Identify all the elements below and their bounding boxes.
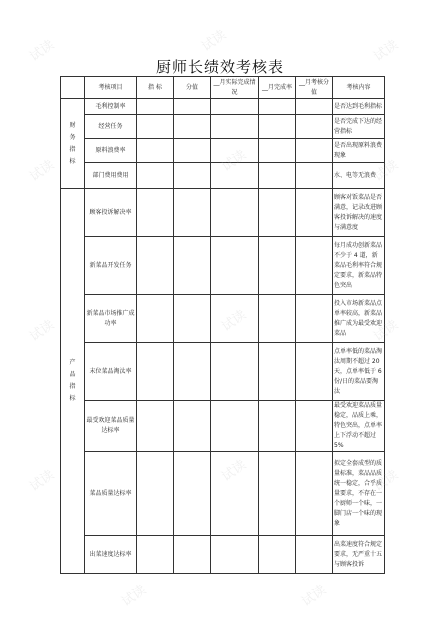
indicator-cell	[137, 401, 174, 452]
watermark: 试读	[27, 157, 58, 185]
indicator-cell	[137, 189, 174, 237]
assessed-cell	[296, 163, 333, 189]
table-row	[61, 452, 385, 536]
header-content: 考核内容	[333, 77, 385, 99]
watermark: 试读	[219, 457, 250, 485]
content-cell: 每月成功创新菜品不少于 4 道，新菜品毛利率符合规定要求，新菜品特色突出	[333, 237, 385, 295]
item-cell: 顾客投诉解决率	[85, 189, 137, 237]
content-cell: 拟定全套成型的质量标准，菜品品质统一稳定，合乎质量要求，不存在一个厨师一个味，一脚门店一个味的现象	[333, 452, 385, 536]
score-cell	[174, 189, 211, 237]
header-blank-cell	[61, 77, 85, 99]
table-row	[61, 343, 385, 401]
assessed-cell	[296, 237, 333, 295]
actual-cell	[211, 401, 259, 452]
actual-cell	[211, 237, 259, 295]
item-cell: 菜品质量达标率	[85, 452, 137, 536]
assessed-cell	[296, 295, 333, 343]
actual-cell	[211, 536, 259, 574]
actual-cell	[211, 139, 259, 163]
watermark: 试读	[219, 147, 250, 175]
indicator-cell	[137, 237, 174, 295]
item-cell: 原料浪费率	[85, 139, 137, 163]
document-title: 厨师长绩效考核表	[155, 58, 284, 76]
indicator-cell	[137, 163, 174, 189]
actual-cell	[211, 189, 259, 237]
assessed-cell	[296, 343, 333, 401]
score-cell	[174, 452, 211, 536]
score-cell	[174, 401, 211, 452]
rate-cell	[259, 452, 296, 536]
item-cell: 末位菜品淘汰率	[85, 343, 137, 401]
score-cell	[174, 343, 211, 401]
content-cell: 点单率低的菜品淘汰周期不超过 20 天，点单率低于 6 份/日的菜品要淘汰	[333, 343, 385, 401]
score-cell	[174, 295, 211, 343]
rate-cell	[259, 115, 296, 139]
watermark: 试读	[119, 582, 150, 610]
rate-cell	[259, 343, 296, 401]
item-cell: 出菜速度达标率	[85, 536, 137, 574]
score-cell	[174, 163, 211, 189]
category-label: 产 品 指 标	[69, 359, 76, 402]
table-row	[61, 237, 385, 295]
assessed-cell	[296, 139, 333, 163]
content-cell: 最受欢迎菜品质量稳定，品质上乘，特色突出，点单率上下浮动不超过 5%	[333, 401, 385, 452]
header-actual: __月实际完成情况	[211, 77, 259, 99]
watermark: 试读	[27, 37, 58, 65]
appraisal-table	[60, 76, 385, 574]
item-cell: 新菜品开发任务	[85, 237, 137, 295]
rate-cell	[259, 536, 296, 574]
rate-cell	[259, 189, 296, 237]
watermark: 试读	[371, 37, 402, 65]
content-cell: 顾客对饭菜品是否满意，记录改进顾客投诉解决的速度与满意度	[333, 189, 385, 237]
rate-cell	[259, 237, 296, 295]
header-score: 分值	[174, 77, 211, 99]
indicator-cell	[137, 452, 174, 536]
indicator-cell	[137, 536, 174, 574]
score-cell	[174, 115, 211, 139]
content-cell: 是否完成下达的经营指标	[333, 115, 385, 139]
watermark: 试读	[299, 582, 330, 610]
assessed-cell	[296, 536, 333, 574]
indicator-cell	[137, 139, 174, 163]
header-indicator: 指 标	[137, 77, 174, 99]
header-item: 考核项目	[85, 77, 137, 99]
score-cell	[174, 139, 211, 163]
header-rate: __月完成率	[259, 77, 296, 99]
actual-cell	[211, 343, 259, 401]
item-cell: 毛利控制率	[85, 99, 137, 115]
header-assessed-score: __月考核分值	[296, 77, 333, 99]
item-cell: 最受欢迎菜品质量达标率	[85, 401, 137, 452]
item-cell: 经营任务	[85, 115, 137, 139]
indicator-cell	[137, 99, 174, 115]
actual-cell	[211, 115, 259, 139]
rate-cell	[259, 401, 296, 452]
content-cell: 投入市场新菜品点单率较高，新菜品推广成为最受欢迎菜品	[333, 295, 385, 343]
watermark: 试读	[199, 27, 230, 55]
content-cell: 是否出现原料浪费现象	[333, 139, 385, 163]
item-cell: 新菜品市场推广成功率	[85, 295, 137, 343]
table-row	[61, 295, 385, 343]
watermark: 试读	[219, 307, 250, 335]
indicator-cell	[137, 115, 174, 139]
actual-cell	[211, 295, 259, 343]
rate-cell	[259, 139, 296, 163]
actual-cell	[211, 163, 259, 189]
category-cell-financial	[61, 99, 85, 189]
header-row	[61, 77, 385, 99]
actual-cell	[211, 99, 259, 115]
score-cell	[174, 237, 211, 295]
assessed-cell	[296, 189, 333, 237]
table-row	[61, 163, 385, 189]
item-cell: 部门费用费用	[85, 163, 137, 189]
content-cell: 出菜速度符合规定要求，无严重十五与顾客投诉	[333, 536, 385, 574]
assessed-cell	[296, 99, 333, 115]
indicator-cell	[137, 295, 174, 343]
content-cell: 是否达到毛利指标	[333, 99, 385, 115]
watermark: 试读	[27, 317, 58, 345]
rate-cell	[259, 295, 296, 343]
rate-cell	[259, 99, 296, 115]
watermark: 试读	[371, 317, 402, 345]
assessed-cell	[296, 401, 333, 452]
table-row	[61, 536, 385, 574]
watermark: 试读	[371, 157, 402, 185]
assessed-cell	[296, 115, 333, 139]
category-label: 财 务 指 标	[69, 121, 76, 165]
content-cell: 水、电等无浪费	[333, 163, 385, 189]
category-cell-product	[61, 189, 85, 574]
table-row	[61, 401, 385, 452]
watermark: 试读	[371, 467, 402, 495]
table-row	[61, 139, 385, 163]
assessed-cell	[296, 452, 333, 536]
score-cell	[174, 99, 211, 115]
rate-cell	[259, 163, 296, 189]
score-cell	[174, 536, 211, 574]
actual-cell	[211, 452, 259, 536]
table-row	[61, 189, 385, 237]
indicator-cell	[137, 343, 174, 401]
watermark: 试读	[27, 467, 58, 495]
table-row	[61, 99, 385, 115]
table-row	[61, 115, 385, 139]
